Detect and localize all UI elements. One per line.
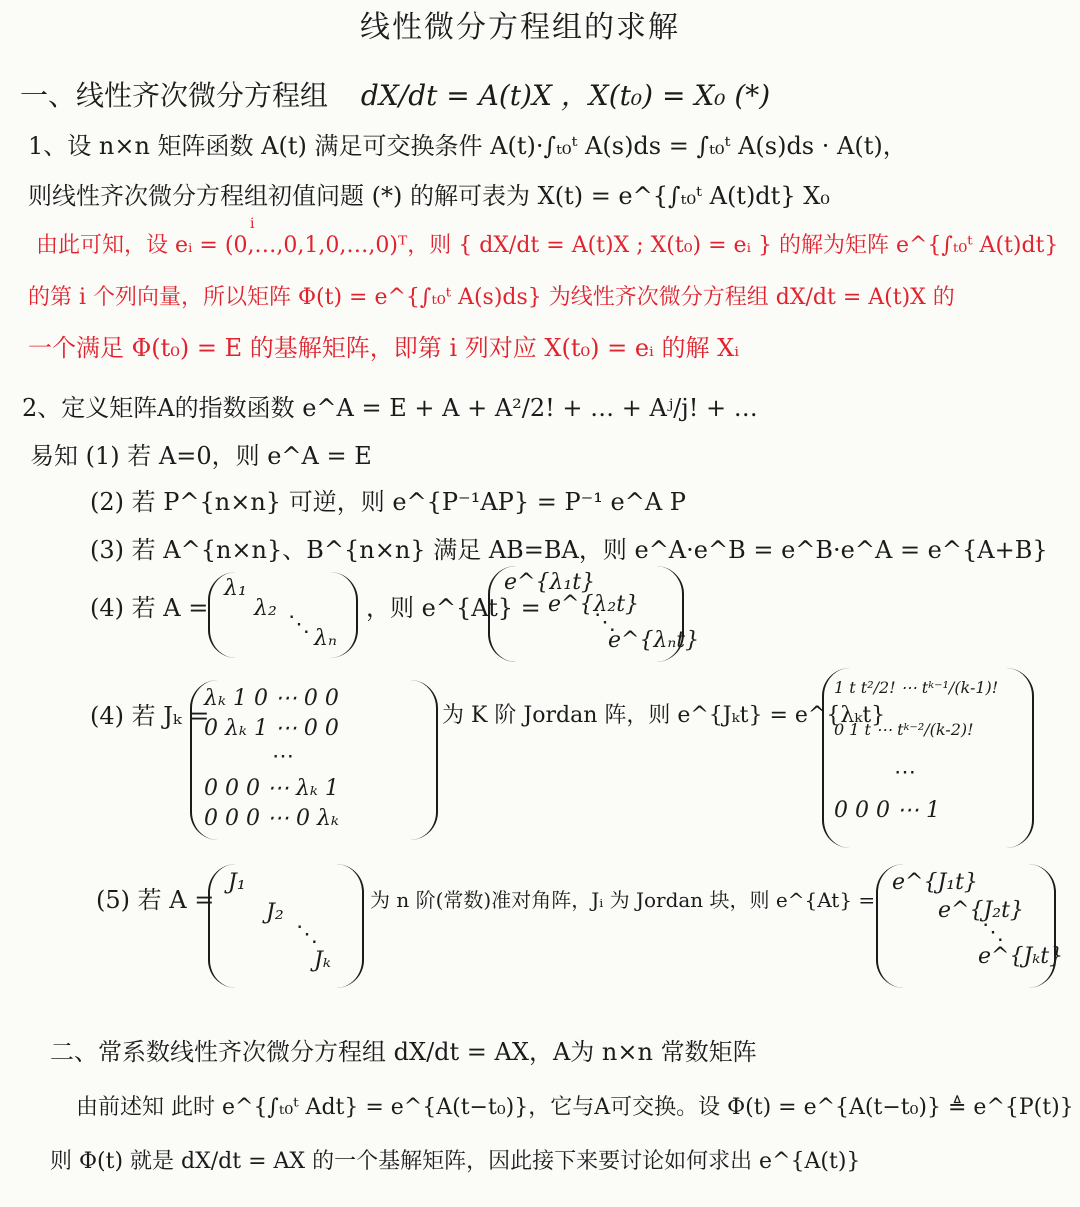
diagonal-matrix-A: [208, 572, 358, 658]
red-index-marker: i: [250, 216, 255, 232]
property-5-prefix: (5) 若 A =: [96, 886, 215, 914]
property-2: (2) 若 P^{n×n} 可逆，则 e^{P⁻¹AP} = P⁻¹ e^A P: [90, 488, 686, 516]
section2-line2: 则 Φ(t) 就是 dX/dt = AX 的一个基解矩阵，因此接下来要讨论如何求出 e^{A(t)}: [50, 1149, 861, 1174]
jordan-exp-row: ⋯: [894, 760, 916, 785]
property-5-mid: 为 n 阶(常数)准对角阵，Jᵢ 为 Jordan 块，则 e^{At} =: [370, 888, 876, 912]
block-entry: Jₖ: [314, 948, 331, 973]
diagonal-matrix-exp: [488, 566, 700, 662]
property-4b-prefix: (4) 若 Jₖ =: [90, 702, 210, 730]
diag-dots: ⋱: [288, 612, 310, 637]
red-note-line2: 的第 i 个列向量，所以矩阵 Φ(t) = e^{∫ₜ₀ᵗ A(s)ds} 为线性齐次微分方程组 dX/dt = A(t)X 的: [28, 285, 955, 310]
block-entry: J₂: [266, 900, 284, 925]
jordan-exp-row: 0 1 t ⋯ tᵏ⁻²/(k-2)!: [834, 720, 974, 739]
diag-entry: λ₂: [254, 596, 277, 621]
block-entry: J₁: [228, 870, 246, 895]
property-3: (3) 若 A^{n×n}、B^{n×n} 满足 AB=BA，则 e^A·e^B = e^B·e^A = e^{A+B}: [90, 536, 1048, 564]
item1-line1: 1、设 n×n 矩阵函数 A(t) 满足可交换条件 A(t)·∫ₜ₀ᵗ A(s)ds = ∫ₜ₀ᵗ A(s)ds · A(t)，: [28, 132, 907, 160]
block-exp-entry: e^{J₂t}: [938, 898, 1024, 923]
block-exp-entry: e^{Jₖt}: [978, 944, 1064, 969]
diag-exp-dots: ⋱: [594, 610, 616, 635]
jordan-exp-row: 1 t t²/2! ⋯ tᵏ⁻¹/(k-1)!: [834, 678, 999, 697]
block-dots: ⋱: [296, 922, 318, 947]
diag-entry: λₙ: [314, 626, 337, 651]
diag-exp-entry: e^{λₙt}: [608, 628, 700, 653]
jordan-row: 0 0 0 ⋯ λₖ 1: [204, 776, 339, 801]
block-exp-entry: e^{J₁t}: [892, 870, 978, 895]
property-4a-prefix: (4) 若 A =: [90, 594, 209, 622]
section1-equation: dX/dt = A(t)X ，X(t₀) = X₀ (*): [360, 79, 771, 112]
jordan-row: ⋯: [272, 744, 294, 769]
property-4b-mid: 为 K 阶 Jordan 阵，则 e^{Jₖt} = e^{λₖt}: [442, 703, 886, 728]
matrix-exp-definition: 2、定义矩阵A的指数函数 e^A = E + A + A²/2! + … + Aʲ/j! + …: [22, 394, 758, 422]
red-note-line3: 一个满足 Φ(t₀) = E 的基解矩阵，即第 i 列对应 X(t₀) = eᵢ 的解 Xᵢ: [28, 334, 740, 362]
diag-exp-entry: e^{λ₁t}: [504, 570, 596, 595]
jordan-row: 0 λₖ 1 ⋯ 0 0: [204, 716, 339, 741]
property-1: 易知 (1) 若 A=0，则 e^A = E: [30, 442, 372, 470]
jordan-block-matrix: [190, 680, 438, 840]
jordan-exp-row: 0 0 0 ⋯ 1: [834, 798, 940, 823]
red-note-line1: 由此可知，设 eᵢ = (0,…,0,1,0,…,0)ᵀ，则 { dX/dt = A(t)X ; X(t₀) = eᵢ } 的解为矩阵 e^{∫ₜ₀ᵗ A(t)dt}: [36, 233, 1059, 258]
diag-exp-entry: e^{λ₂t}: [548, 592, 640, 617]
jordan-row: 0 0 0 ⋯ 0 λₖ: [204, 806, 339, 831]
block-diagonal-exp: [876, 864, 1064, 988]
jordan-row: λₖ 1 0 ⋯ 0 0: [204, 686, 339, 711]
item1-line2: 则线性齐次微分方程组初值问题 (*) 的解可表为 X(t) = e^{∫ₜ₀ᵗ A(t)dt} X₀: [28, 182, 830, 210]
page-title: 线性微分方程组的求解: [360, 10, 680, 45]
section1-heading: [20, 80, 770, 112]
jordan-exp-matrix: [822, 668, 1034, 848]
block-diagonal-matrix: [208, 864, 364, 988]
block-exp-dots: ⋱: [982, 920, 1004, 945]
diag-entry: λ₁: [224, 576, 247, 601]
section2-heading: 二、常系数线性齐次微分方程组 dX/dt = AX，A为 n×n 常数矩阵: [50, 1038, 757, 1066]
section1-heading-text: 一、线性齐次微分方程组: [20, 79, 329, 112]
property-4a-then: ，则 e^{At} =: [366, 594, 541, 622]
section2-line1: 由前述知 此时 e^{∫ₜ₀ᵗ Adt} = e^{A(t−t₀)}，它与A可交换。设 Φ(t) = e^{A(t−t₀)} ≜ e^{P(t)}: [76, 1095, 1074, 1120]
